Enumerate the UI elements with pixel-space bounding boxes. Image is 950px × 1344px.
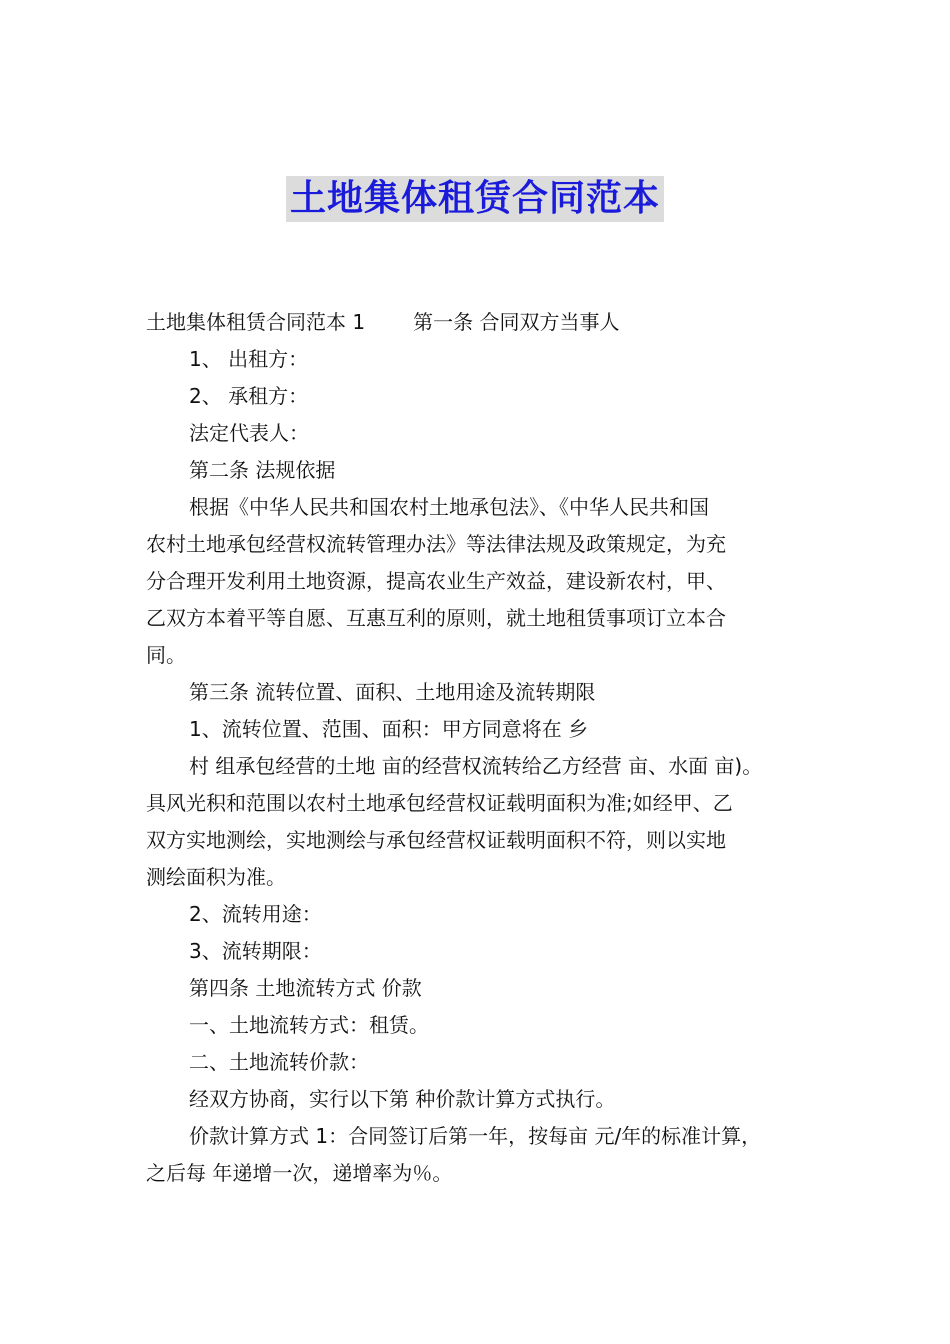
- line-text: 第三条 流转位置、面积、土地用途及流转期限: [189, 680, 596, 704]
- line-text: 具风光积和范围以农村土地承包经营权证载明面积为准;如经甲、乙: [146, 791, 733, 815]
- line-text: 之后每 年递增一次，递增率为％。: [146, 1161, 453, 1185]
- line-text: 测绘面积为准。: [146, 865, 286, 889]
- paragraph-line: [146, 1007, 811, 1044]
- line-text: 1、流转位置、范围、面积：甲方同意将在 乡: [189, 717, 589, 741]
- line-text: 经双方协商，实行以下第 种价款计算方式执行。: [189, 1087, 616, 1111]
- paragraph-line: [146, 1081, 811, 1118]
- line-text: 第二条 法规依据: [189, 458, 336, 482]
- line-text: 1、 出租方：: [189, 347, 309, 371]
- paragraph-line: [146, 378, 811, 415]
- paragraph-line: [146, 452, 811, 489]
- paragraph-line: [146, 415, 811, 452]
- paragraph-line: [146, 748, 811, 785]
- paragraph-line: [146, 1118, 811, 1155]
- line-text: 农村土地承包经营权流转管理办法》等法律法规及政策规定，为充: [146, 532, 726, 556]
- paragraph-line: [146, 341, 811, 378]
- paragraph-line: [146, 489, 811, 526]
- paragraph-line: [146, 859, 811, 896]
- paragraph-line: [146, 785, 811, 822]
- paragraph-line: [146, 1044, 811, 1081]
- paragraph-line: [146, 674, 811, 711]
- line-text: 第四条 土地流转方式 价款: [189, 976, 422, 1000]
- title-container: [0, 176, 950, 222]
- line-text: 法定代表人：: [189, 421, 309, 445]
- line-text: 同。: [146, 643, 186, 667]
- line-text: 一、土地流转方式：租赁。: [189, 1013, 429, 1037]
- paragraph-line: [146, 711, 811, 748]
- paragraph-line: [146, 526, 811, 563]
- line-text: 双方实地测绘，实地测绘与承包经营权证载明面积不符，则以实地: [146, 828, 726, 852]
- paragraph-line: [146, 637, 811, 674]
- article-one-heading: 第一条 合同双方当事人: [413, 310, 620, 334]
- line-text: 村 组承包经营的土地 亩的经营权流转给乙方经营 亩、水面 亩)。: [189, 754, 763, 778]
- paragraph-line: [146, 933, 811, 970]
- line-text: 3、流转期限：: [189, 939, 322, 963]
- paragraph-line: [146, 1155, 811, 1192]
- document-body: [146, 304, 811, 1192]
- paragraph-line: [146, 304, 811, 341]
- document-title: 土地集体租赁合同范本: [286, 176, 664, 222]
- paragraph-line: [146, 563, 811, 600]
- paragraph-line: [146, 822, 811, 859]
- line-text: 2、流转用途：: [189, 902, 322, 926]
- paragraph-line: [146, 600, 811, 637]
- line-text: 根据《中华人民共和国农村土地承包法》、《中华人民共和国: [189, 495, 709, 519]
- line-text: 分合理开发利用土地资源，提高农业生产效益，建设新农村，甲、: [146, 569, 726, 593]
- paragraph-line: [146, 970, 811, 1007]
- line-text: 乙双方本着平等自愿、互惠互利的原则，就土地租赁事项订立本合: [146, 606, 726, 630]
- paragraph-line: [146, 896, 811, 933]
- line-text: 2、 承租方：: [189, 384, 309, 408]
- line-text: 价款计算方式 1：合同签订后第一年，按每亩 元/年的标准计算，: [189, 1124, 762, 1148]
- line-text: 二、土地流转价款：: [189, 1050, 369, 1074]
- line-text: 土地集体租赁合同范本 1: [146, 310, 366, 334]
